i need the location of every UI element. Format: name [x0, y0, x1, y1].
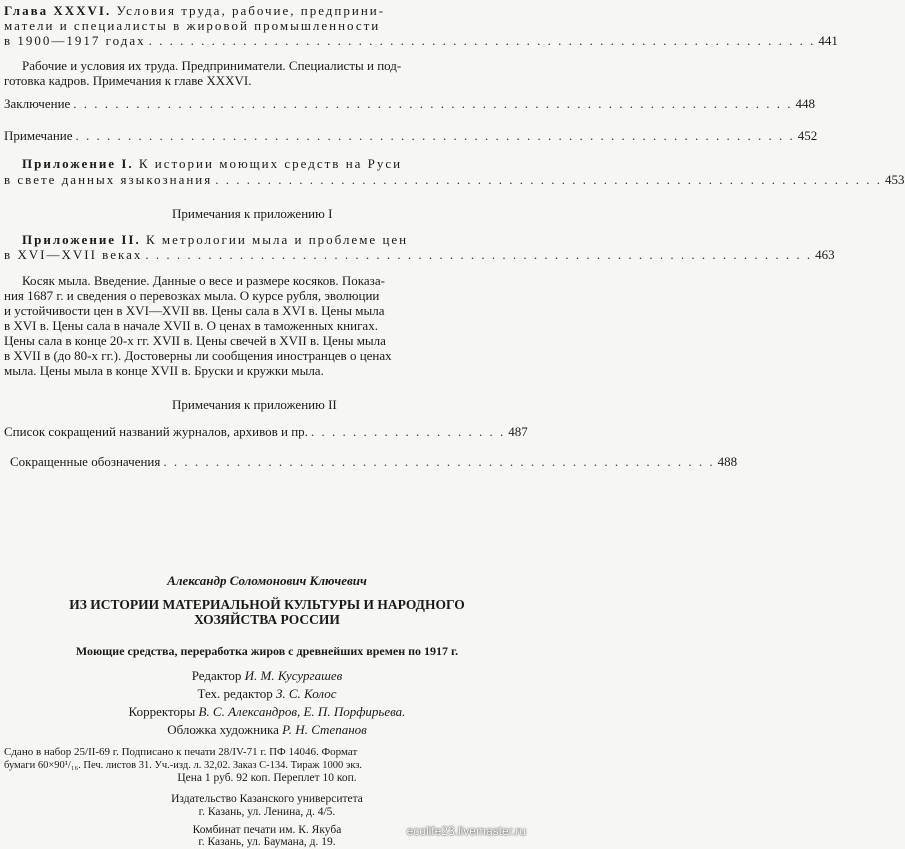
page-number: 463: [815, 247, 835, 262]
toc-app2-line1: Приложение II. К метрологии мыла и проблеме цен: [22, 232, 409, 247]
colophon-tech-editor: Тех. редактор З. С. Колос: [197, 686, 337, 701]
page-number: 487: [508, 424, 528, 439]
toc-app2-desc-line: Косяк мыла. Введение. Данные о весе и размере косяков. Показа-: [22, 273, 385, 288]
colophon-cover: Обложка художника Р. Н. Степанов: [167, 722, 367, 737]
toc-app1-label: Приложение I.: [22, 156, 134, 171]
toc-entry-ch36: в 1900—1917 годах . . . . . . . . . . . . . . . . . . . . . . . . . . . . . . . . . . . . . . . . . . . . . . . . . . . . . . . . . . . . . . . . 441: [4, 33, 838, 48]
toc-app2-desc-line: в XVI в. Цены сала в начале XVII в. О ценах в таможенных книгах.: [4, 318, 378, 333]
leader-dots: . . . . . . . . . . . . . . . . . . . . . . . . . . . . . . . . . . . . . . . . . . . . . . . . . . . . . . . . . . . . . . . .: [148, 33, 816, 48]
toc-app2-desc-line: Цены сала в конце 20-х гг. XVII в. Цены свечей в XVII в. Цены мыла: [4, 333, 386, 348]
colophon-title-line1: ИЗ ИСТОРИИ МАТЕРИАЛЬНОЙ КУЛЬТУРЫ И НАРОДНОГО: [69, 597, 465, 612]
toc-entry-notes: Примечание . . . . . . . . . . . . . . . . . . . . . . . . . . . . . . . . . . . . . . . . . . . . . . . . . . . . . . . . . . . . . . . . . . . . . 452: [4, 128, 818, 143]
page-number: 441: [818, 33, 838, 48]
page-number: 452: [797, 128, 818, 143]
colophon-print-line2: бумаги 60×90¹/₁₆. Печ. листов 31. Уч.-изд. л. 32,02. Заказ С-134. Тираж 1000 экз.: [4, 760, 363, 771]
toc-app2-notes: Примечания к приложению II: [172, 397, 337, 412]
page-number: 488: [717, 454, 738, 469]
toc-app2-desc-line: в XVII в (до 80-х гг.). Достоверны ли сообщения иностранцев о ценах: [4, 348, 392, 363]
toc-ch36-sub-line2: готовка кадров. Примечания к главе XXXVI.: [4, 73, 252, 88]
leader-dots: . . . . . . . . . . . . . . . . . . . . . . . . . . . . . . . . . . . . . . . . . . . . . . . . . . . . .: [163, 454, 715, 469]
toc-app2-desc-line: мыла. Цены мыла в конце XVII в. Бруски и кружки мыла.: [4, 363, 324, 378]
watermark-text: ecolife23.livemaster.ru: [406, 824, 526, 838]
colophon-printer-line2: г. Казань, ул. Баумана, д. 19.: [198, 836, 336, 848]
leader-dots: . . . . . . . . . . . . . . . . . . . . . . . . . . . . . . . . . . . . . . . . . . . . . . . . . . . . . . . . . . . . . . . .: [145, 247, 813, 262]
toc-entry-abbrev-journals: Список сокращений названий журналов, архивов и пр. . . . . . . . . . . . . . . . . . . . 487: [4, 424, 528, 439]
leader-dots: . . . . . . . . . . . . . . . . . . . . . . . . . . . . . . . . . . . . . . . . . . . . . . . . . . . . . . . . . . . . . . . . . . . . .: [75, 128, 795, 143]
toc-ch36-sub-line1: Рабочие и условия их труда. Предприниматели. Специалисты и под-: [22, 58, 402, 73]
leader-dots: . . . . . . . . . . . . . . . . . . .: [310, 424, 506, 439]
toc-app2-label: Приложение II.: [22, 232, 141, 247]
colophon-print-line3: Цена 1 руб. 92 коп. Переплет 10 коп.: [177, 772, 357, 784]
toc-app1-line1: Приложение I. К истории моющих средств на Руси: [22, 156, 403, 171]
leader-dots: . . . . . . . . . . . . . . . . . . . . . . . . . . . . . . . . . . . . . . . . . . . . . . . . . . . . . . . . . . . . . . . . . . . . .: [73, 96, 793, 111]
colophon-print-line1: Сдано в набор 25/II-69 г. Подписано к печати 28/IV-71 г. ПФ 14046. Формат: [4, 746, 358, 758]
colophon-publisher-line1: Издательство Казанского университета: [171, 793, 363, 805]
colophon-printer-line1: Комбинат печати им. К. Якуба: [192, 824, 342, 836]
colophon-correctors: Корректоры В. С. Александров, Е. П. Порфирьева.: [128, 704, 406, 719]
page-number: 448: [795, 96, 816, 111]
colophon-title-line2: ХОЗЯЙСТВА РОССИИ: [194, 612, 340, 627]
toc-app1-notes: Примечания к приложению I: [172, 206, 333, 221]
colophon-subtitle: Моющие средства, переработка жиров с древнейших времен по 1917 г.: [75, 644, 459, 658]
toc-entry-app2: в XVI—XVII веках . . . . . . . . . . . . . . . . . . . . . . . . . . . . . . . . . . . . . . . . . . . . . . . . . . . . . . . . . . . . . . . . 463: [4, 247, 835, 262]
toc-app2-desc-line: и устойчивости цен в XVI—XVII вв. Цены сала в XVI в. Цены мыла: [4, 303, 385, 318]
toc-ch36-line1: Глава XXXVI. Условия труда, рабочие, предприни-: [4, 3, 386, 18]
toc-entry-abbrev: Сокращенные обозначения . . . . . . . . . . . . . . . . . . . . . . . . . . . . . . . . . . . . . . . . . . . . . . . . . . . . . 488: [10, 454, 738, 469]
toc-entry-app1: в свете данных языкознания . . . . . . . . . . . . . . . . . . . . . . . . . . . . . . . . . . . . . . . . . . . . . . . . . . . . . . . . . . . . . . . . 453: [4, 172, 905, 187]
colophon-publisher-line2: г. Казань, ул. Ленина, д. 4/5.: [198, 806, 336, 818]
page-number: 453: [885, 172, 905, 187]
colophon-editor: Редактор И. М. Кусургашев: [191, 668, 343, 683]
toc-entry-conclusion: Заключение . . . . . . . . . . . . . . . . . . . . . . . . . . . . . . . . . . . . . . . . . . . . . . . . . . . . . . . . . . . . . . . . . . . . . 448: [4, 96, 816, 111]
colophon-author: Александр Соломонович Ключевич: [167, 573, 367, 588]
toc-ch36-line2: матели и специалисты в жировой промышленности: [4, 18, 381, 33]
leader-dots: . . . . . . . . . . . . . . . . . . . . . . . . . . . . . . . . . . . . . . . . . . . . . . . . . . . . . . . . . . . . . . . .: [215, 172, 882, 187]
toc-ch36-label: Глава XXXVI.: [4, 3, 112, 18]
toc-app2-desc-line: ния 1687 г. и сведения о перевозках мыла. О курсе рубля, эволюции: [4, 288, 380, 303]
